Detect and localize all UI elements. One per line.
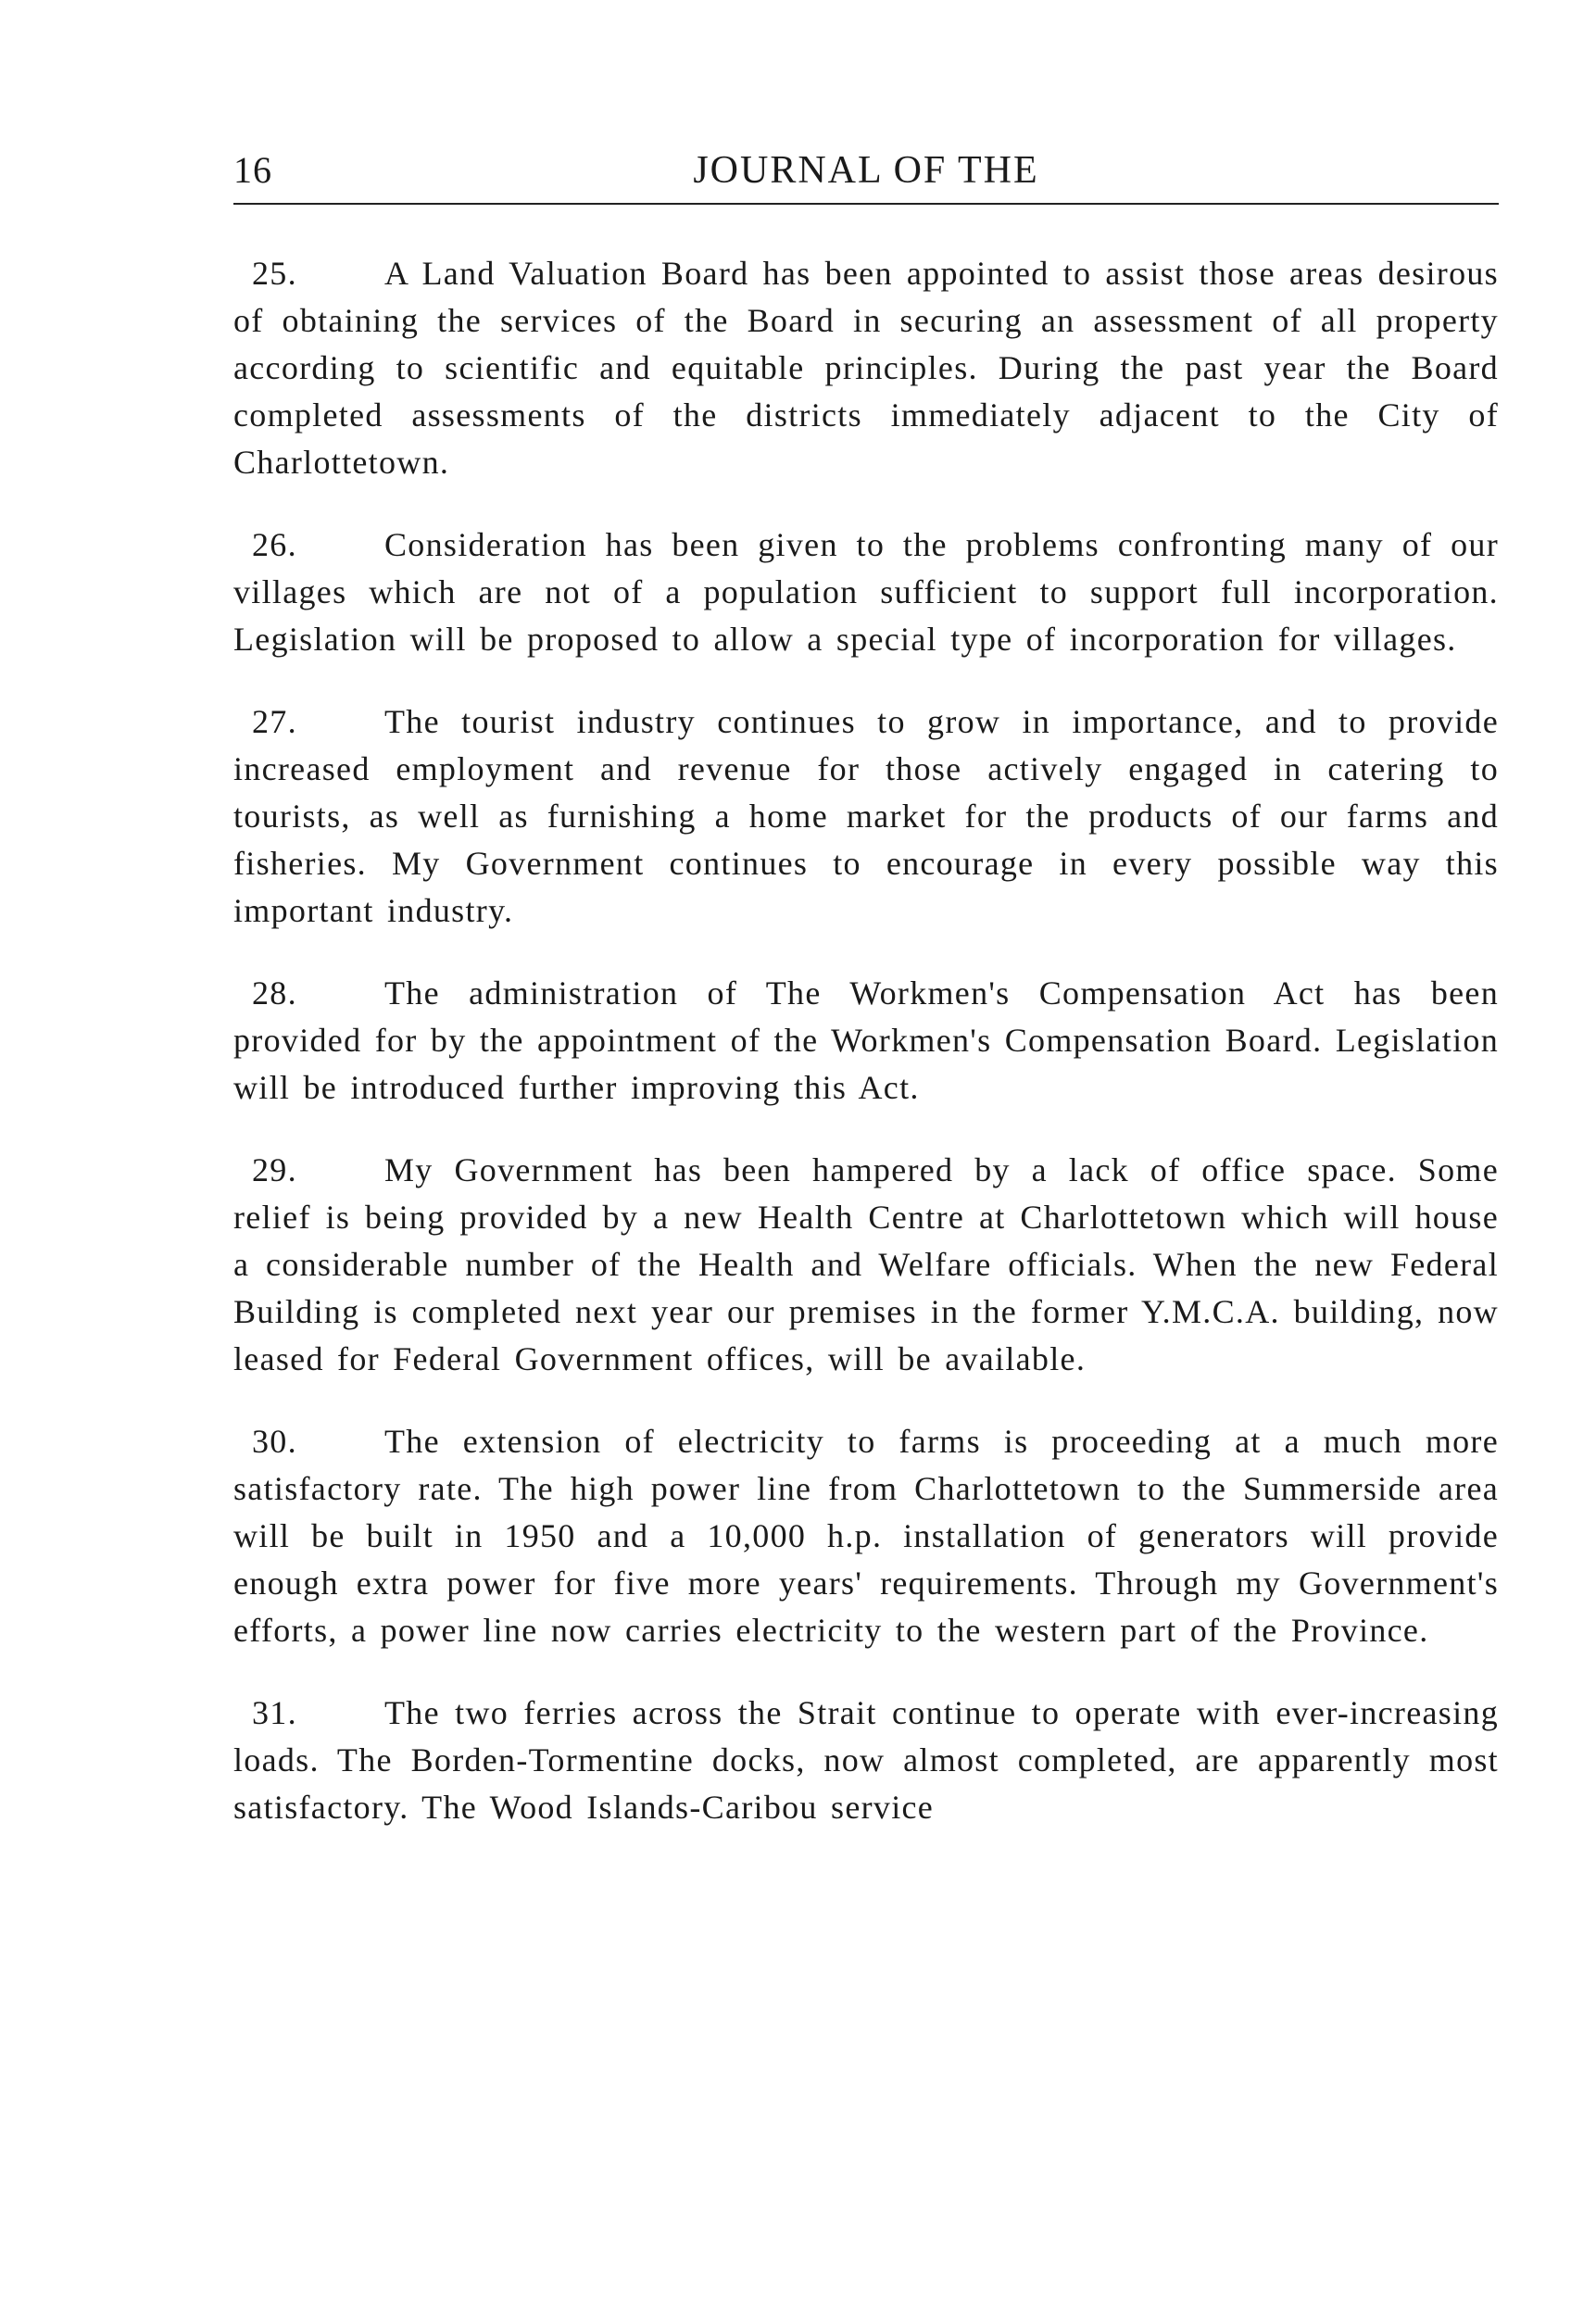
page-number: 16: [233, 149, 272, 191]
paragraph-number: 31.: [252, 1694, 297, 1731]
paragraph-number: 27.: [252, 703, 297, 740]
paragraph-30: [233, 1418, 1499, 1654]
page-header: [233, 148, 1499, 204]
paragraph-number: 26.: [252, 526, 297, 563]
paragraph-text: The administration of The Workmen's Compensation Act has been provided for by the appointment of the Workmen's Compensation Board. Legislation will be introduced further improving this Act.: [233, 974, 1499, 1106]
paragraph-27: [233, 698, 1499, 935]
paragraph-28: [233, 970, 1499, 1112]
paragraph-text: A Land Valuation Board has been appointed to assist those areas desirous of obtaining the services of the Board in securing an assessment of all property according to scientific and equitable principles. During the past year the Board completed assessments of the districts immediately adjacent to the City of Charlottetown.: [233, 255, 1499, 481]
paragraph-text: The extension of electricity to farms is proceeding at a much more satisfactory rate. The high power line from Charlottetown to the Summerside area will be built in 1950 and a 10,000 h.p. installation of generators will provide enough extra power for five more years' requirements. Through my Government's efforts, a power line now carries electricity to the western part of the Province.: [233, 1423, 1499, 1649]
paragraph-26: [233, 522, 1499, 663]
paragraph-number: 25.: [252, 255, 297, 292]
paragraph-text: The two ferries across the Strait continue to operate with ever-increasing loads. The Borden-Tormentine docks, now almost completed, are apparently most satisfactory. The Wood Islands-Caribou service: [233, 1694, 1499, 1826]
paragraph-number: 28.: [252, 974, 297, 1012]
running-title: JOURNAL OF THE: [693, 149, 1039, 192]
body-text: [233, 250, 1499, 1866]
paragraph-text: Consideration has been given to the problems confronting many of our villages which are not of a population sufficient to support full incorporation. Legislation will be proposed to allow a special type of incorporation for villages.: [233, 526, 1499, 658]
paragraph-number: 29.: [252, 1151, 297, 1188]
paragraph-25: [233, 250, 1499, 486]
paragraph-text: The tourist industry continues to grow in importance, and to provide increased employment and revenue for those actively engaged in catering to tourists, as well as furnishing a home market for the products of our farms and fisheries. My Government continues to encourage in every possible way this important industry.: [233, 703, 1499, 929]
paragraph-number: 30.: [252, 1423, 297, 1460]
header-rule: [233, 203, 1499, 205]
paragraph-31: [233, 1690, 1499, 1831]
paragraph-29: [233, 1147, 1499, 1383]
paragraph-text: My Government has been hampered by a lack of office space. Some relief is being provided by a new Health Centre at Charlottetown which will house a considerable number of the Health and Welfare officials. When the new Federal Building is completed next year our premises in the former Y.M.C.A. building, now leased for Federal Government offices, will be available.: [233, 1151, 1499, 1377]
